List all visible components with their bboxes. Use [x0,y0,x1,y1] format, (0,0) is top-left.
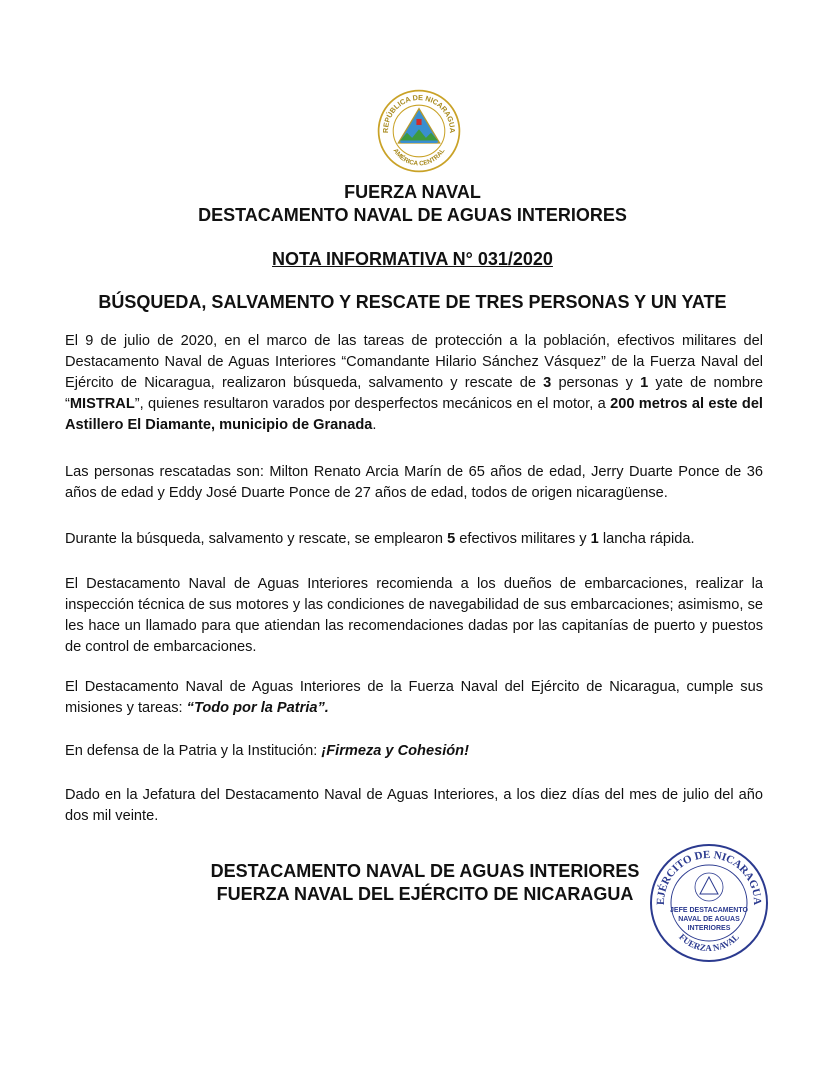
paragraph-resources: Durante la búsqueda, salvamento y rescate, se emplearon 5 efectivos militares y 1 lancha rápida. [65,531,695,547]
svg-text:JEFE DESTACAMENTO: JEFE DESTACAMENTO [670,907,748,914]
signature-force: FUERZA NAVAL DEL EJÉRCITO DE NICARAGUA [216,884,634,904]
paragraph-event: El 9 de julio de 2020, en el marco de las tareas de protección a la población, efectivos militares del Destacamento Naval de Aguas Interiores “Comandante Hilario Sánchez Vásquez” de la Fuerza Naval del Ejército de Nicaragua, realizaron búsqueda, salvamento y rescate de 3 personas y 1 yate de nombre “MISTRAL”, quienes resultaron varados por desperfectos mecánicos en el motor, a 200 metros al este del Astillero El Diamante, municipio de Granada. [65,333,763,433]
organization-title: FUERZA NAVAL [344,182,481,202]
nicaragua-coat-of-arms-seal [376,88,462,174]
paragraph-defense-motto: En defensa de la Patria y la Institución: ¡Firmeza y Cohesión! [65,743,469,759]
official-stamp [648,842,770,964]
paragraph-recommendation: El Destacamento Naval de Aguas Interiores recomienda a los dueños de embarcaciones, realizar la inspección técnica de sus motores y las condiciones de navegabilidad de sus embarcaciones; asimismo, se les hace un llamado para que atiendan las recomendaciones dadas por las capitanías de puerto y puestos de control de embarcaciones. [65,576,763,655]
svg-text:INTERIORES: INTERIORES [687,925,731,932]
note-title: NOTA INFORMATIVA N° 031/2020 [272,249,553,269]
svg-text:NAVAL DE AGUAS: NAVAL DE AGUAS [678,916,740,923]
svg-text:REPÚBLICA DE NICARAGUA: REPÚBLICA DE NICARAGUA [380,92,458,134]
paragraph-date-place: Dado en la Jefatura del Destacamento Naval de Aguas Interiores, a los diez días del mes de julio del año dos mil veinte. [65,787,763,824]
unit-title: DESTACAMENTO NAVAL DE AGUAS INTERIORES [198,205,627,225]
paragraph-mission: El Destacamento Naval de Aguas Interiores de la Fuerza Naval del Ejército de Nicaragua, cumple sus misiones y tareas: “Todo por la Patria”. [65,679,763,716]
svg-text:AMÉRICA CENTRAL: AMÉRICA CENTRAL [391,147,447,168]
signature-unit: DESTACAMENTO NAVAL DE AGUAS INTERIORES [210,861,640,881]
svg-text:EJÉRCITO DE NICARAGUA: EJÉRCITO DE NICARAGUA [654,848,764,906]
paragraph-rescued-persons: Las personas rescatadas son: Milton Renato Arcia Marín de 65 años de edad, Jerry Duarte Ponce de 36 años de edad y Eddy José Duarte Ponce de 27 años de edad, todos de origen nicaragüense. [65,464,763,501]
subject-heading: BÚSQUEDA, SALVAMENTO Y RESCATE DE TRES PERSONAS Y UN YATE [98,292,727,312]
svg-text:FUERZA NAVAL: FUERZA NAVAL [677,931,741,954]
